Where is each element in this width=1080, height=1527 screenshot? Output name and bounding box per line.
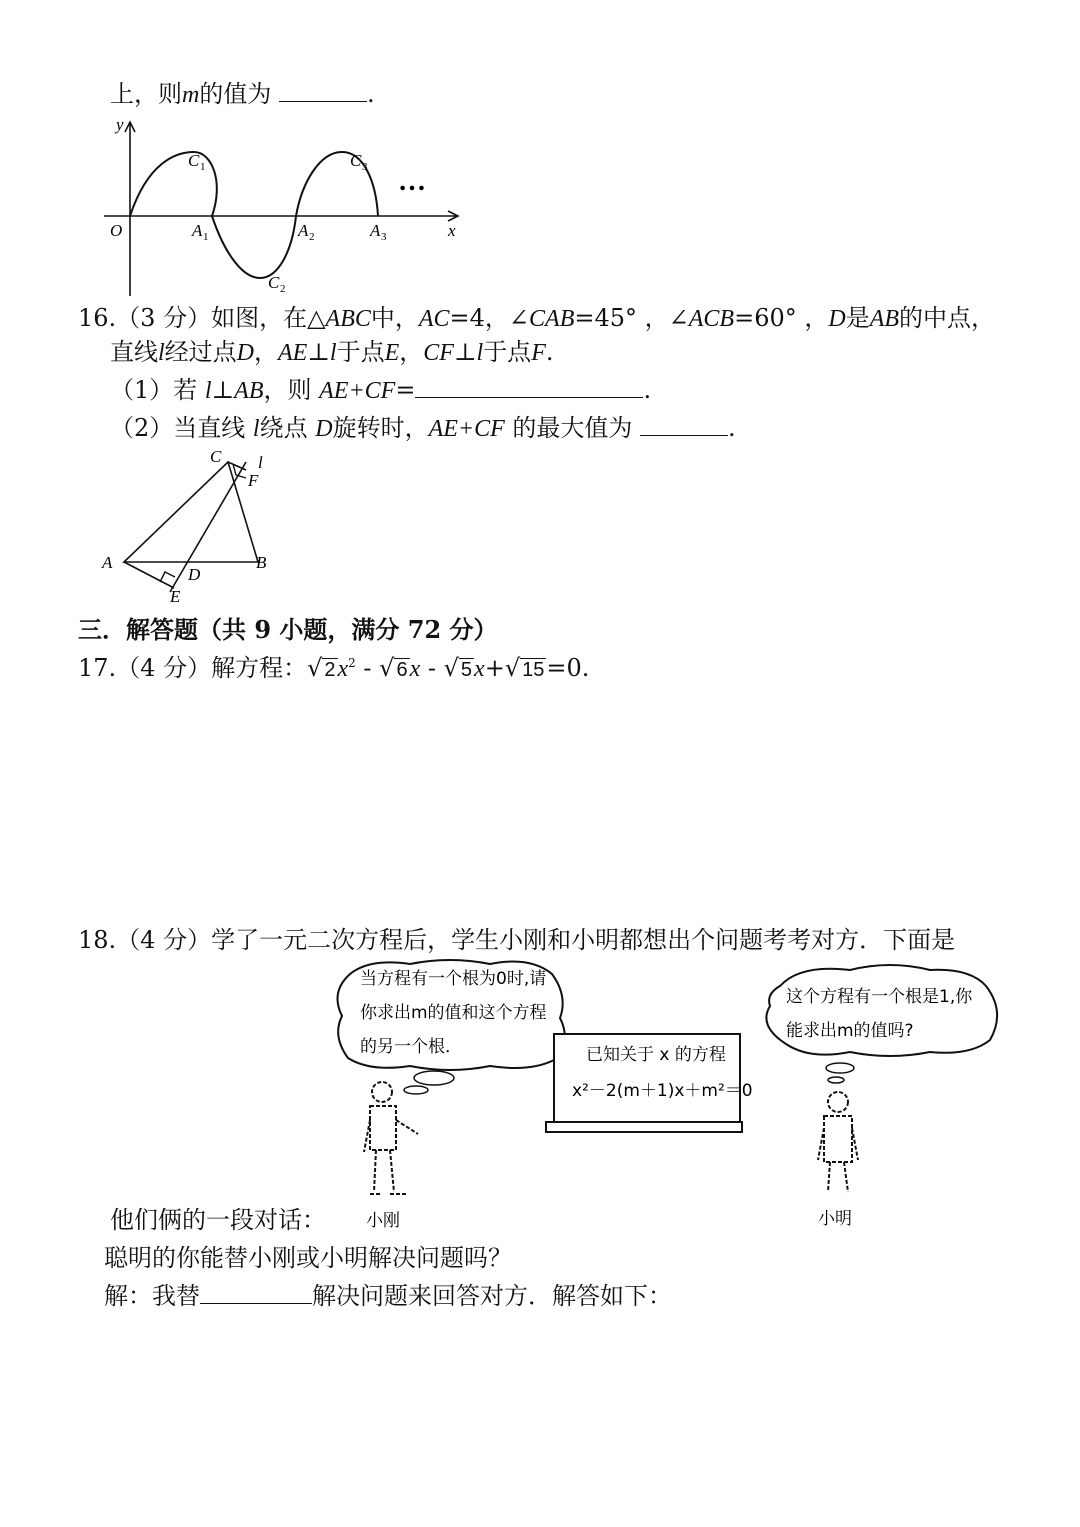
blackboard-ledge bbox=[546, 1122, 742, 1132]
dialog-illustration bbox=[330, 956, 1020, 1232]
board-equation: x²－2(m＋1)x＋m²＝0 bbox=[572, 1081, 753, 1101]
label-a1-sub: 1 bbox=[203, 231, 209, 243]
point-e: E bbox=[170, 587, 181, 606]
var-m: m bbox=[182, 82, 200, 108]
sine-wave-figure bbox=[96, 112, 476, 302]
section3-title: 三．解答题（共 9 小题，满分 72 分） bbox=[78, 615, 498, 644]
name-xiaoming: 小明 bbox=[818, 1209, 852, 1229]
q16-part2: （2）当直线 l绕点 D旋转时，AE+CF 的最大值为 . bbox=[110, 414, 736, 442]
point-a: A bbox=[102, 553, 113, 572]
left-bubble-tail2 bbox=[404, 1086, 428, 1094]
point-b: B bbox=[256, 553, 267, 572]
left-bubble-line3: 的另一个根． bbox=[360, 1037, 462, 1057]
q16-part1: （1）若 l⊥AB，则 AE+CF= . bbox=[110, 376, 652, 404]
sqrt-sign: √ bbox=[443, 654, 459, 682]
sqrt-sign: √ bbox=[504, 654, 521, 682]
answer-blank-name[interactable] bbox=[200, 1285, 312, 1304]
label-a3: A bbox=[370, 221, 381, 240]
line-l-label: l bbox=[258, 453, 263, 472]
q18-dialog: 他们俩的一段对话： bbox=[110, 1206, 326, 1234]
answer-blank-part2[interactable] bbox=[640, 417, 728, 436]
right-bubble-line1: 这个方程有一个根是1,你 bbox=[786, 987, 973, 1007]
right-bubble-tail1 bbox=[826, 1063, 854, 1073]
q18-question: 聪明的你能替小刚或小明解决问题吗？ bbox=[104, 1244, 512, 1272]
left-bubble-line2: 你求出m的值和这个方程 bbox=[360, 1003, 547, 1023]
name-xiaogang: 小刚 bbox=[366, 1211, 400, 1231]
sqrt-sign: √ bbox=[379, 654, 395, 682]
person-xiaogang bbox=[364, 1082, 418, 1194]
q18-head: 18.（4 分）学了一元二次方程后，学生小刚和小明都想出个问题考考对方．下面是 bbox=[78, 926, 956, 954]
label-c2: C bbox=[268, 273, 280, 292]
label-c2-sub: 2 bbox=[280, 283, 286, 295]
left-bubble-tail1 bbox=[414, 1071, 454, 1085]
label-a2-sub: 2 bbox=[309, 231, 315, 243]
label-a1: A bbox=[192, 221, 203, 240]
ellipsis-dots: … bbox=[398, 166, 426, 197]
sqrt-sign: √ bbox=[307, 654, 323, 682]
right-angle-e bbox=[160, 572, 175, 582]
label-a3-sub: 3 bbox=[381, 231, 387, 243]
x-label: x bbox=[448, 221, 456, 240]
person-xiaoming bbox=[818, 1092, 858, 1192]
q15-tail: 上，则m的值为 . bbox=[110, 80, 375, 108]
answer-blank[interactable] bbox=[279, 83, 367, 102]
label-c1-sub: 1 bbox=[200, 161, 206, 173]
segment-ae bbox=[124, 562, 174, 588]
label-c1: C bbox=[188, 151, 200, 170]
right-thought-bubble bbox=[766, 965, 997, 1056]
triangle-figure bbox=[96, 448, 296, 608]
q16-line1: 16.（3 分）如图，在△ABC中，AC=4，∠CAB=45° ，∠ACB=60° ，D是AB的中点， bbox=[78, 304, 996, 332]
label-c3: C bbox=[350, 151, 362, 170]
board-line1: 已知关于 x 的方程 bbox=[586, 1045, 726, 1065]
label-c3-sub: 3 bbox=[362, 161, 368, 173]
q17: 17.（4 分）解方程：√ $2x^2$ - √ 6x - √ 5x+√ 15=0. bbox=[78, 654, 590, 682]
point-c: C bbox=[210, 448, 222, 466]
point-f: F bbox=[248, 471, 259, 490]
right-bubble-tail2 bbox=[828, 1077, 844, 1083]
q16-line2: 直线l经过点D，AE⊥l于点E，CF⊥l于点F. bbox=[110, 338, 554, 366]
left-bubble-line1: 当方程有一个根为0时,请 bbox=[360, 969, 547, 989]
label-a2: A bbox=[298, 221, 309, 240]
right-bubble-line2: 能求出m的值吗? bbox=[786, 1021, 914, 1041]
point-d: D bbox=[188, 565, 201, 584]
q18-answer: 解：我替 解决问题来回答对方．解答如下： bbox=[104, 1282, 672, 1310]
y-label: y bbox=[116, 115, 124, 134]
sine-curve bbox=[130, 152, 378, 278]
origin-label: O bbox=[110, 221, 123, 240]
answer-blank-part1[interactable] bbox=[415, 379, 643, 398]
